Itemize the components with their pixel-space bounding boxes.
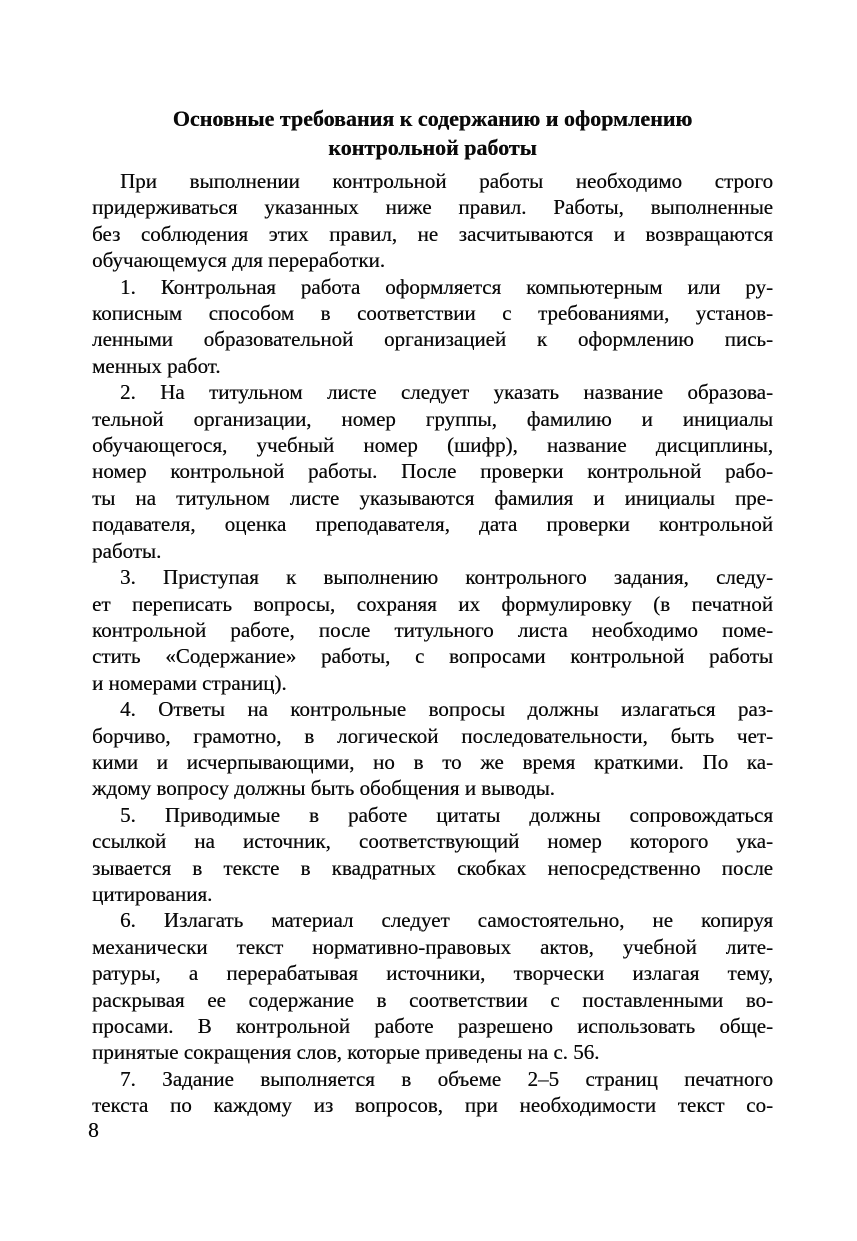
text-line: раскрывая ее содержание в соответствии с поставленными во- xyxy=(92,987,773,1012)
text-line: и номерами страниц). xyxy=(92,670,287,695)
text-line: 1. Контрольная работа оформляется компьютерным или ру- xyxy=(120,274,773,299)
text-line: ты на титульном листе указываются фамилия и инициалы пре- xyxy=(92,485,773,510)
text-line: тельной организации, номер группы, фамилию и инициалы xyxy=(92,406,773,431)
text-line: обучающегося, учебный номер (шифр), название дисциплины, xyxy=(92,433,773,458)
text-line: 5. Приводимые в работе цитаты должны сопровождаться xyxy=(120,802,773,827)
section-title xyxy=(92,104,773,162)
text-line: кописным способом в соответствии с требованиями, установ- xyxy=(92,301,773,326)
paragraph xyxy=(92,379,773,564)
text-line: 7. Задание выполняется в объеме 2–5 страниц печатного xyxy=(120,1066,773,1091)
text-line: без соблюдения этих правил, не засчитываются и возвращаются xyxy=(92,221,773,246)
text-line: обучающемуся для переработки. xyxy=(92,248,386,273)
text-line: зывается в тексте в квадратных скобках непосредственно после xyxy=(92,855,773,880)
text-line: работы. xyxy=(92,538,162,563)
text-line: 6. Излагать материал следует самостоятельно, не копируя xyxy=(120,908,773,933)
text-line: подавателя, оценка преподавателя, дата проверки контрольной xyxy=(92,512,773,537)
text-line: механически текст нормативно-правовых актов, учебной лите- xyxy=(92,934,773,959)
text-line: кими и исчерпывающими, но в то же время краткими. По ка- xyxy=(92,749,773,774)
text-line: ратуры, а перерабатывая источники, творчески излагая тему, xyxy=(92,961,773,986)
paragraph xyxy=(92,274,773,380)
text-line: При выполнении контрольной работы необходимо строго xyxy=(120,169,773,193)
text-line: номер контрольной работы. После проверки контрольной рабо- xyxy=(92,459,773,484)
text-line: цитирования. xyxy=(92,881,213,906)
section-title-line-1: Основные требования к содержанию и оформлению xyxy=(172,106,693,131)
paragraph xyxy=(92,907,773,1065)
section-title-line-2: контрольной работы xyxy=(328,135,537,160)
text-line: ленными образовательной организацией к оформлению пись- xyxy=(92,327,773,352)
text-line: ждому вопросу должны быть обобщения и выводы. xyxy=(92,776,555,801)
text-line: 4. Ответы на контрольные вопросы должны излагаться раз- xyxy=(120,697,773,722)
paragraph xyxy=(92,802,773,908)
text-line: 3. Приступая к выполнению контрольного задания, следу- xyxy=(120,565,773,590)
paragraph xyxy=(92,696,773,802)
text-line: контрольной работе, после титульного листа необходимо поме- xyxy=(92,617,773,642)
text-line: 2. На титульном листе следует указать название образова- xyxy=(120,380,773,405)
text-line: менных работ. xyxy=(92,353,221,378)
text-line: текста по каждому из вопросов, при необходимости текст со- xyxy=(92,1093,773,1118)
text-column xyxy=(92,104,773,1119)
text-line: стить «Содержание» работы, с вопросами контрольной работы xyxy=(92,644,773,669)
text-line: принятые сокращения слов, которые приведены на с. 56. xyxy=(92,1040,600,1065)
paragraph xyxy=(92,564,773,696)
paragraph xyxy=(92,168,773,274)
text-line: придерживаться указанных ниже правил. Работы, выполненные xyxy=(92,195,773,220)
text-line: ссылкой на источник, соответствующий номер которого ука- xyxy=(92,829,773,854)
text-line: ет переписать вопросы, сохраняя их формулировку (в печатной xyxy=(92,591,773,616)
page-number: 8 xyxy=(88,1118,99,1142)
body-text xyxy=(92,168,773,1119)
paragraph xyxy=(92,1066,773,1119)
text-line: борчиво, грамотно, в логической последовательности, быть чет- xyxy=(92,723,773,748)
text-line: просами. В контрольной работе разрешено использовать обще- xyxy=(92,1014,773,1038)
